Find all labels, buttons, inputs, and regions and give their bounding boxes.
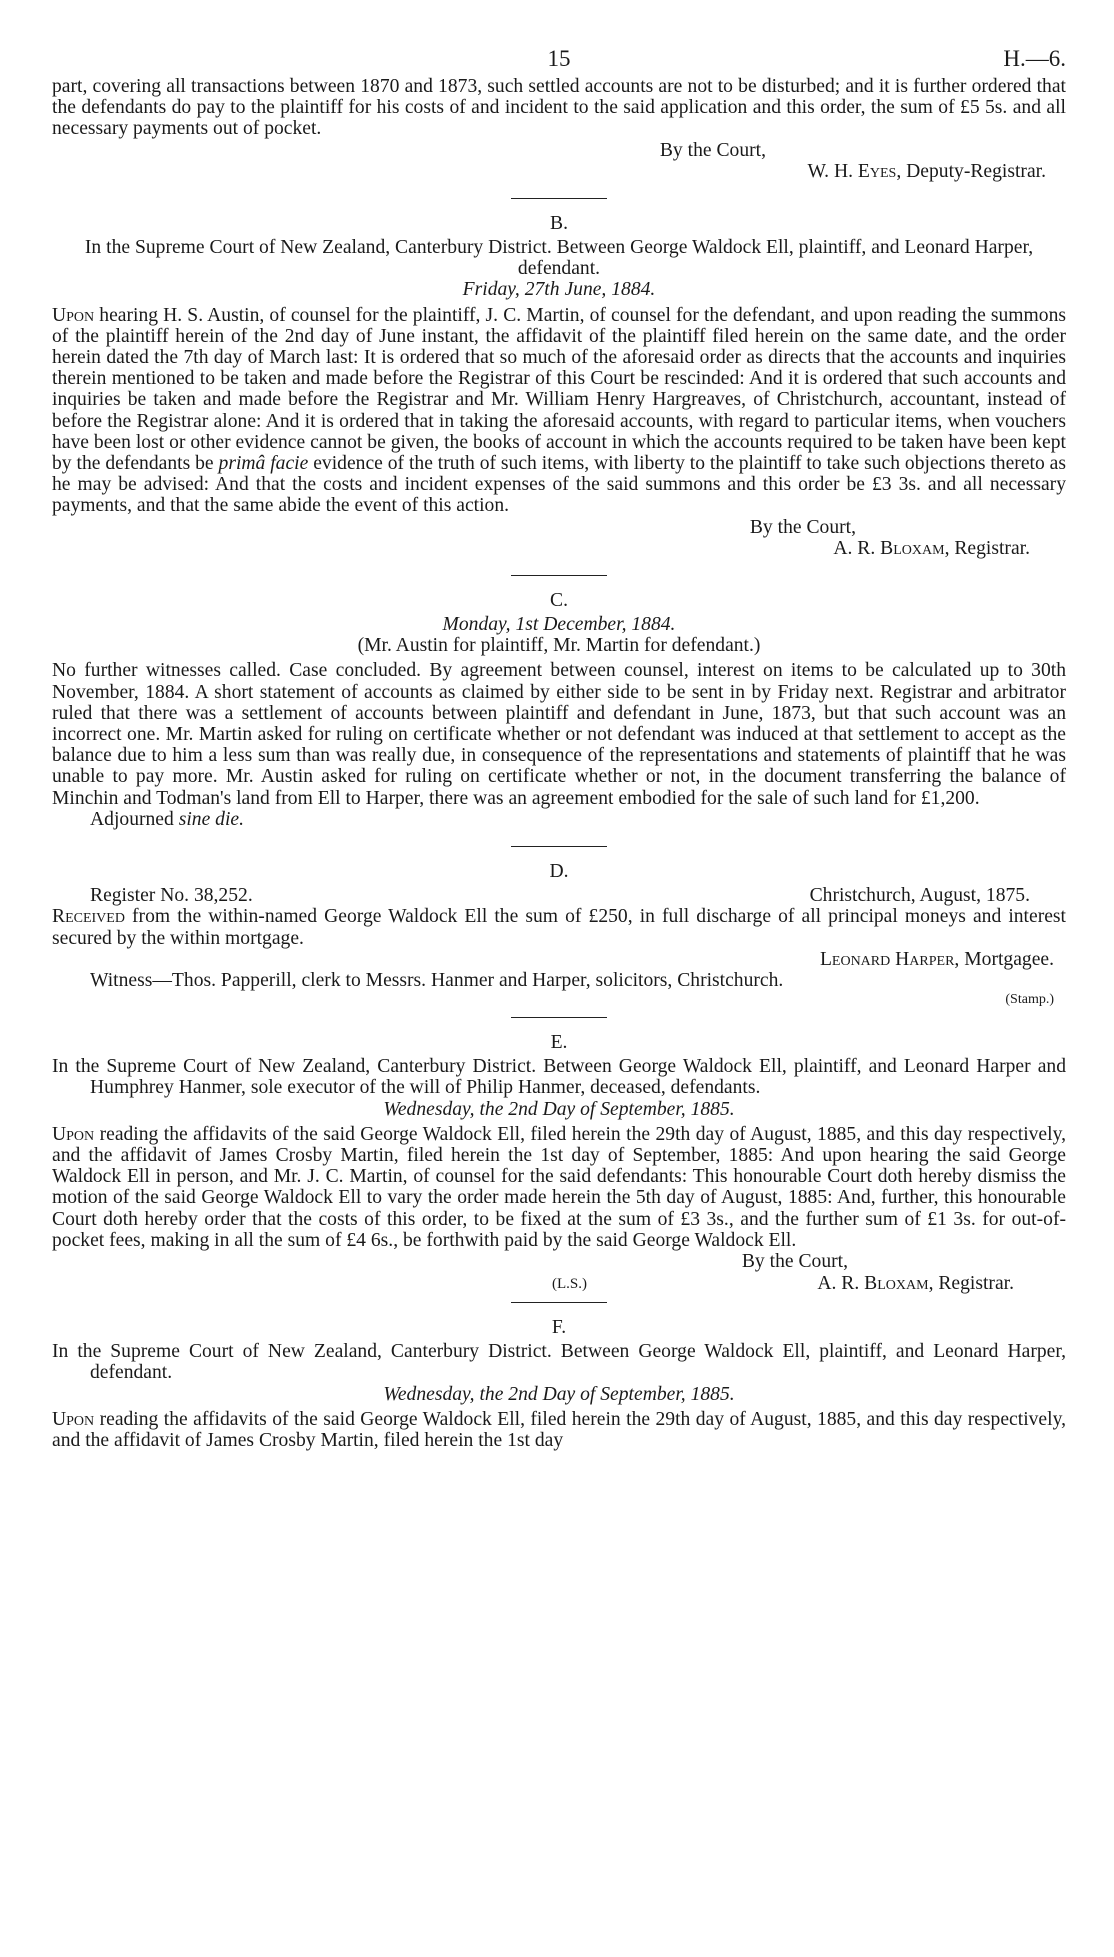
section-e-body-text: reading the affidavits of the said George Waldock Ell, filed herein the 29th day of August, 1885, and this day respectively, and the affidavit of James Crosby Martin, filed herein the 1st day of September, 1885: And upon hearing the said George Waldock Ell in person, and Mr. J. C. Martin, of counsel for the said defendants: This honourable Court doth hereby dismiss the motion of the said George Waldock Ell to vary the order made herein the 5th day of August, 1885: And, further, this honourable Court doth hereby order that the costs of this order, to be fixed at the sum of £3 3s., and the further sum of £1 3s. for out-of-pocket fees, making in all the sum of £4 6s., be forthwith paid by the said George Waldock Ell. [52,1123,1066,1251]
section-f-date: Wednesday, the 2nd Day of September, 1885. [383,1383,735,1405]
section-c-body: No further witnesses called. Case concluded. By agreement between counsel, interest on items to be calculated up to 30th November, 1884. A short statement of accounts as claimed by either side to be sent in by Friday next. Registrar and arbitrator ruled that there was a settlement of accounts between plaintiff and defendant in June, 1873, but that such account was an incorrect one. Mr. Martin asked for ruling on certificate whether or not defendant was induced at that settlement to accept as the balance due to him a less sum than was really due, in consequence of the representations and statements of plaintiff that he was unable to pay more. Mr. Austin asked for ruling on certificate whether or not, in the document transferring the balance of Minchin and Todman's land from Ell to Harper, there was an agreement embodied for the sale of such land for £1,200. [52,660,1066,809]
section-b-body-1: hearing H. S. Austin, of counsel for the plaintiff, J. C. Martin, of counsel for the defendant, and upon reading the summons of the plaintiff herein of the 2nd day of June instant, the affidavit of the plaintiff filed herein on the same date, and the order herein dated the 7th day of March last: It is ordered that so much of the aforesaid order as directs that the accounts and inquiries therein mentioned to be taken and made before the Registrar of this Court be rescinded: And it is ordered that such accounts and inquiries be taken and made before the Registrar and Mr. William Henry Hargreaves, of Christchurch, accountant, instead of before the Registrar alone: And it is ordered that in taking the aforesaid accounts, with regard to particular items, when vouchers have been lost or other evidence cannot be given, the books of account in which the accounts required to be taken have been kept by the defendants be [52,304,1066,475]
section-d-signature-title: , Mortgagee. [954,948,1054,970]
section-c-adjourned-text: Adjourned [90,808,179,830]
intro-signature-name: W. H. Eyes [807,160,897,182]
section-b-body-2: evidence of the truth of such items, with liberty to the plaintiff to take such objections thereto as he may be advised: And that the costs and incident expenses of the said summons and this order be £3 3s. and all necessary payments, and that the same abide the event of this action. [52,453,1066,517]
document-page [52,40,1066,1451]
section-e-signature [817,1272,1014,1296]
page-number: 15 [547,46,571,71]
section-f-lead: Upon [52,1408,95,1430]
section-c-counsel: (Mr. Austin for plaintiff, Mr. Martin for defendant.) [357,635,761,657]
section-b-signature-title: , Registrar. [944,537,1030,559]
section-b-by-court: By the Court, [749,516,856,538]
section-b-date: Friday, 27th June, 1884. [462,279,656,301]
intro-by-court: By the Court, [659,139,766,161]
section-e-lead: Upon [52,1123,95,1145]
section-f-court-heading: In the Supreme Court of New Zealand, Canterbury District. Between George Waldock Ell, plaintiff, and Leonard Harper, defendant. [52,1341,1066,1384]
section-c-adjourned [52,809,1066,830]
section-b-signature [52,538,1066,559]
section-c-adjourned-latin: sine die. [178,808,244,830]
section-e-seal-signature-line [52,1272,1066,1296]
section-e-signature-name: A. R. Bloxam [817,1273,929,1295]
section-d-signature [52,949,1066,970]
section-d-lead: Received [52,906,125,928]
intro-signature [52,161,1066,182]
section-e-body [52,1124,1066,1251]
section-d-register-no: Register No. 38,252. [90,885,253,907]
section-b-signature-name: A. R. Bloxam [833,537,945,559]
section-d-place-date: Christchurch, August, 1875. [809,885,1030,907]
section-e-by-court: By the Court, [741,1250,848,1272]
page-header [52,40,1066,76]
section-e-signature-title: , Registrar. [928,1273,1014,1295]
section-b-letter: B. [550,213,568,235]
section-c-letter: C. [550,590,568,612]
section-e-date: Wednesday, the 2nd Day of September, 1885. [383,1098,735,1120]
section-d-body [52,906,1066,948]
section-e-court-heading: In the Supreme Court of New Zealand, Canterbury District. Between George Waldock Ell, plaintiff, and Leonard Harper and Humphrey Hanmer, sole executor of the will of Philip Hanmer, deceased, defendants. [52,1056,1066,1099]
section-d-register-line [52,885,1066,906]
section-f-body [52,1409,1066,1451]
section-d-signature-name: Leonard Harper [819,948,955,970]
document-reference: H.—6. [1003,46,1066,71]
section-d-witness: Witness—Thos. Papperill, clerk to Messrs. Hanmer and Harper, solicitors, Christchurch. [90,969,784,991]
section-e-seal: (L.S.) [552,1276,587,1293]
section-b-body [52,305,1066,517]
section-divider [511,1302,607,1303]
intro-paragraph: part, covering all transactions between 1870 and 1873, such settled accounts are not to be disturbed; and it is further ordered that the defendants do pay to the plaintiff for his costs of and incident to the said application and this order, the sum of £5 5s. and all necessary payments out of pocket. [52,76,1066,140]
section-d-stamp: (Stamp.) [1005,992,1054,1008]
intro-signature-title: , Deputy-Registrar. [896,160,1046,182]
section-f-body-text: reading the affidavits of the said George Waldock Ell, filed herein the 29th day of August, 1885, and this day respectively, and the affidavit of James Crosby Martin, filed herein the 1st day [52,1408,1066,1451]
section-b-court-heading: In the Supreme Court of New Zealand, Canterbury District. Between George Waldock Ell, plaintiff, and Leonard Harper, defendant. [84,237,1034,280]
section-divider [511,575,607,576]
section-divider [511,1017,607,1018]
section-b-lead: Upon [52,304,95,326]
section-f-letter: F. [551,1317,567,1339]
section-b-latin: primâ facie [218,453,309,475]
section-c-date: Monday, 1st December, 1884. [442,614,676,636]
section-d-letter: D. [549,861,569,883]
section-divider [511,846,607,847]
section-divider [511,198,607,199]
section-d-body-text: from the within-named George Waldock Ell the sum of £250, in full discharge of all principal moneys and interest secured by the within mortgage. [52,906,1066,949]
section-e-letter: E. [550,1032,568,1054]
